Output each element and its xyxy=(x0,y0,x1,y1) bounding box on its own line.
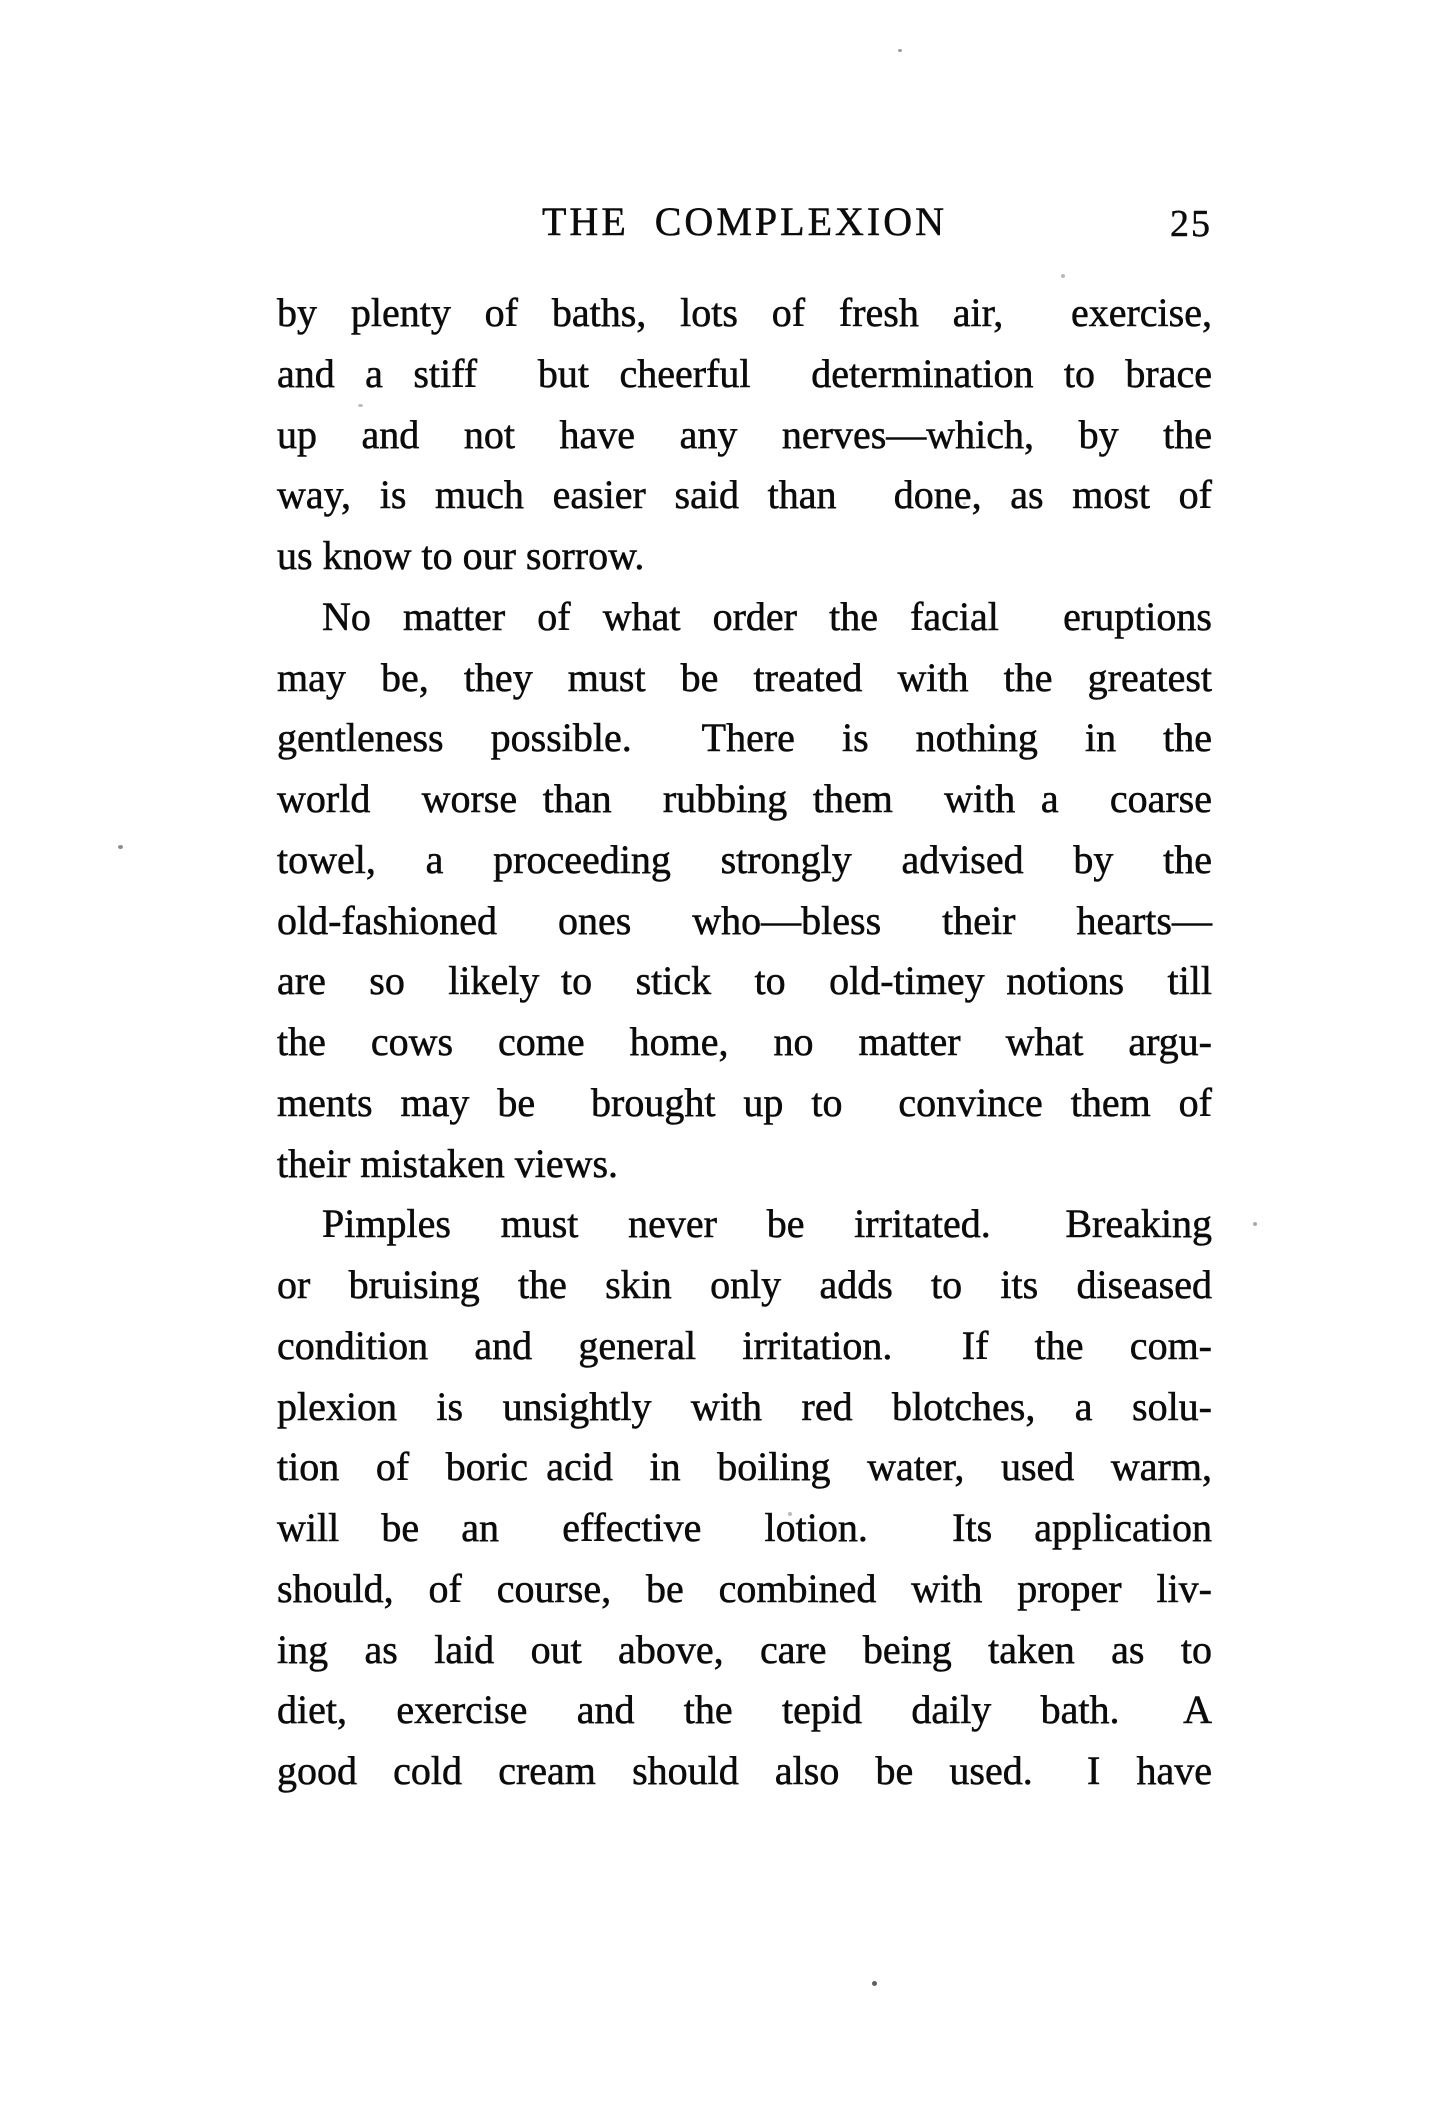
text-line: world worse than rubbing them with a coarse xyxy=(277,776,1212,821)
text-line: diet, exercise and the tepid daily bath. A xyxy=(277,1687,1212,1733)
body-text-block xyxy=(277,283,1212,1802)
scan-speck xyxy=(898,49,902,52)
text-line: tion of boric acid in boiling water, used warm, xyxy=(277,1444,1212,1490)
text-line: towel, a proceeding strongly advised by the xyxy=(277,836,1212,882)
text-line: will be an effective lotion. Its application xyxy=(277,1505,1212,1550)
text-line: Pimples must never be irritated. Breaking xyxy=(322,1201,1212,1247)
text-line: by plenty of baths, lots of fresh air, exercise, xyxy=(277,290,1212,335)
scan-speck xyxy=(1253,1222,1257,1226)
text-line: their mistaken views. xyxy=(277,1140,619,1186)
text-line: the cows come home, no matter what argu- xyxy=(277,1019,1212,1064)
text-line: or bruising the skin only adds to its diseased xyxy=(277,1262,1212,1307)
text-line: ing as laid out above, care being taken as to xyxy=(277,1626,1212,1672)
text-line: condition and general irritation. If the com- xyxy=(277,1322,1212,1368)
text-line: No matter of what order the facial eruptions xyxy=(322,593,1212,639)
scan-speck xyxy=(963,502,966,505)
text-line: up and not have any nerves—which, by the xyxy=(277,411,1212,457)
text-line: may be, they must be treated with the greatest xyxy=(277,654,1212,700)
text-line: us know to our sorrow. xyxy=(277,533,645,578)
text-line: plexion is unsightly with red blotches, a solu- xyxy=(277,1383,1212,1429)
scan-speck xyxy=(118,845,123,849)
page-header xyxy=(277,198,1212,254)
text-line: and a stiff but cheerful determination to brace xyxy=(277,350,1212,396)
text-line: are so likely to stick to old-timey notions till xyxy=(277,958,1212,1004)
text-line: should, of course, be combined with proper liv- xyxy=(277,1565,1212,1611)
text-line: gentleness possible. There is nothing in the xyxy=(277,715,1212,761)
text-line: ments may be brought up to convince them of xyxy=(277,1079,1212,1125)
scan-speck xyxy=(872,1981,877,1986)
scan-speck xyxy=(358,404,363,407)
scan-speck xyxy=(788,1512,792,1516)
text-line: way, is much easier said than done, as most of xyxy=(277,472,1212,518)
chapter-title: THE COMPLEXION xyxy=(542,199,947,244)
page-number: 25 xyxy=(1170,203,1212,245)
text-line: old-fashioned ones who—bless their hearts— xyxy=(277,897,1212,943)
scan-speck xyxy=(1061,274,1065,278)
text-line: good cold cream should also be used. I have xyxy=(277,1748,1212,1793)
